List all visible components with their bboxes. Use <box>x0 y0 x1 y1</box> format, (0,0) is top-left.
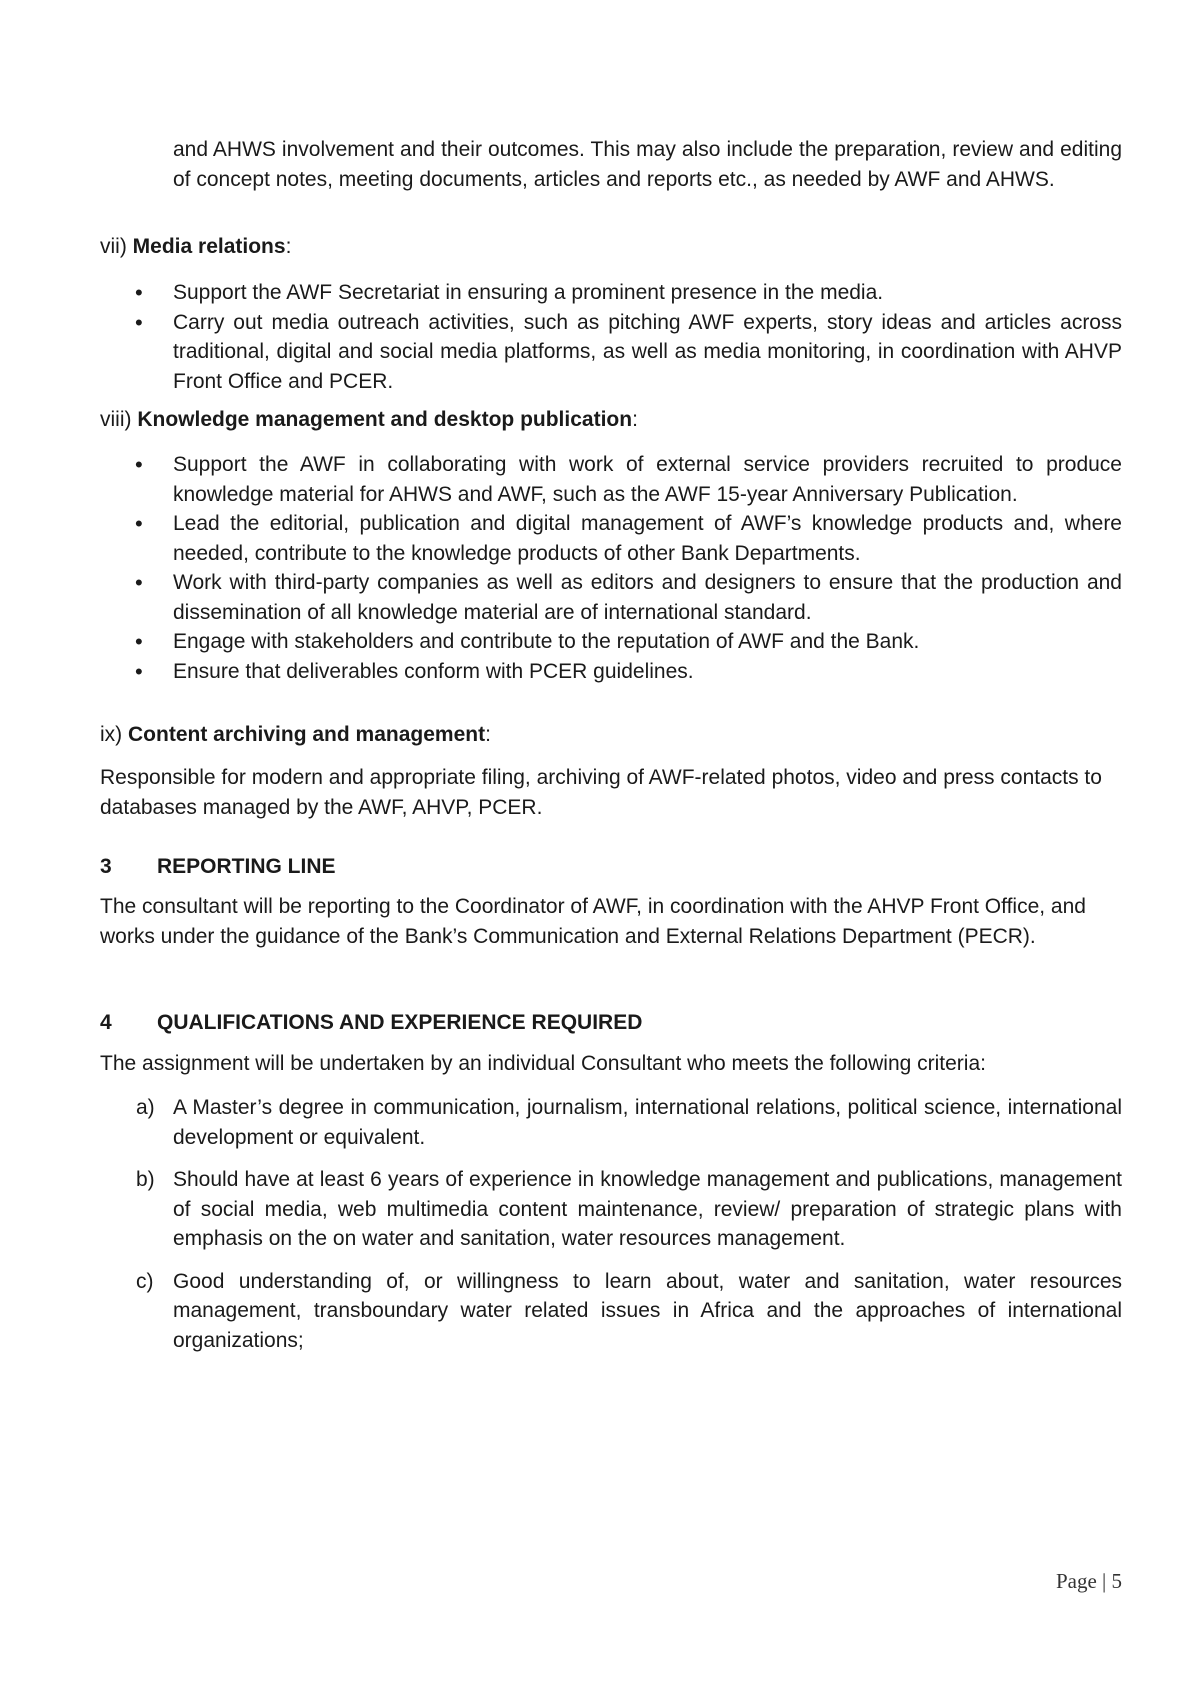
list-marker: c) <box>136 1269 154 1293</box>
media-relations-list <box>173 278 1122 396</box>
list-item <box>136 1267 1122 1356</box>
subsection-ix-colon: : <box>485 723 491 746</box>
list-item: • Carry out media outreach activities, such as pitching AWF experts, story ideas and articles across traditional, digital and social media platforms, as well as media monitoring, in coordination with AHVP Front Office and PCER. <box>173 308 1122 397</box>
qualifications-list <box>136 1093 1122 1368</box>
section-4-number: 4 <box>100 1011 112 1034</box>
list-item <box>136 1093 1122 1152</box>
section-3-heading <box>100 852 336 882</box>
list-item: • Support the AWF Secretariat in ensuring a prominent presence in the media. <box>173 278 1122 308</box>
subsection-vii-number: vii) <box>100 235 127 258</box>
continuation-paragraph: and AHWS involvement and their outcomes. This may also include the preparation, review and editing of concept notes, meeting documents, articles and reports etc., as needed by AWF and AHWS. <box>173 138 1122 191</box>
section-4-heading <box>100 1008 642 1038</box>
list-item: • Ensure that deliverables conform with PCER guidelines. <box>173 657 1122 687</box>
subsection-viii-heading <box>100 405 1122 435</box>
list-item: • Work with third-party companies as well as editors and designers to ensure that the production and dissemination of all knowledge material are of international standard. <box>173 568 1122 627</box>
subsection-ix-heading <box>100 720 1122 750</box>
list-marker: b) <box>136 1168 155 1191</box>
list-marker: a) <box>136 1096 155 1119</box>
list-item <box>136 1165 1122 1254</box>
subsection-viii-title: Knowledge management and desktop publication <box>137 408 633 431</box>
section-3-number: 3 <box>100 855 112 878</box>
subsection-ix-title: Content archiving and management <box>128 723 486 746</box>
qualifications-intro: The assignment will be undertaken by an individual Consultant who meets the following criteria: <box>100 1052 986 1075</box>
subsection-vii-colon: : <box>285 235 292 258</box>
section-4-title: QUALIFICATIONS AND EXPERIENCE REQUIRED <box>157 1011 643 1034</box>
subsection-ix-number: ix) <box>100 723 123 746</box>
subsection-vii-title: Media relations <box>132 235 286 258</box>
list-item: • Lead the editorial, publication and digital management of AWF’s knowledge products and, where needed, contribute to the knowledge products of other Bank Departments. <box>173 509 1122 568</box>
section-3-title: REPORTING LINE <box>157 855 336 878</box>
list-item: • Support the AWF in collaborating with work of external service providers recruited to produce knowledge material for AHWS and AWF, such as the AWF 15-year Anniversary Publication. <box>173 450 1122 509</box>
list-item-text: Should have at least 6 years of experience in knowledge management and publications, management of social media, web multimedia content maintenance, review/ preparation of strategic plans with emphasis on the on water and sanitation, water resources management. <box>173 1168 1122 1250</box>
knowledge-management-list <box>173 450 1122 686</box>
list-item-text: Good understanding of, or willingness to learn about, water and sanitation, water resources management, transboundary water related issues in Africa and the approaches of international organizations; <box>173 1269 1122 1352</box>
reporting-line-paragraph: The consultant will be reporting to the Coordinator of AWF, in coordination with the AHVP Front Office, and works under the guidance of the Bank’s Communication and External Relations Department (PECR). <box>100 895 1086 948</box>
list-item-text: A Master’s degree in communication, journalism, international relations, political science, international development or equivalent. <box>173 1096 1122 1149</box>
page-number: Page | 5 <box>1055 1569 1122 1593</box>
subsection-vii-heading <box>100 232 1122 262</box>
list-item: • Engage with stakeholders and contribute to the reputation of AWF and the Bank. <box>173 627 1122 657</box>
content-archiving-paragraph: Responsible for modern and appropriate filing, archiving of AWF-related photos, video and press contacts to databases managed by the AWF, AHVP, PCER. <box>100 766 1102 819</box>
subsection-viii-number: viii) <box>100 408 132 431</box>
subsection-viii-colon: : <box>632 408 638 431</box>
